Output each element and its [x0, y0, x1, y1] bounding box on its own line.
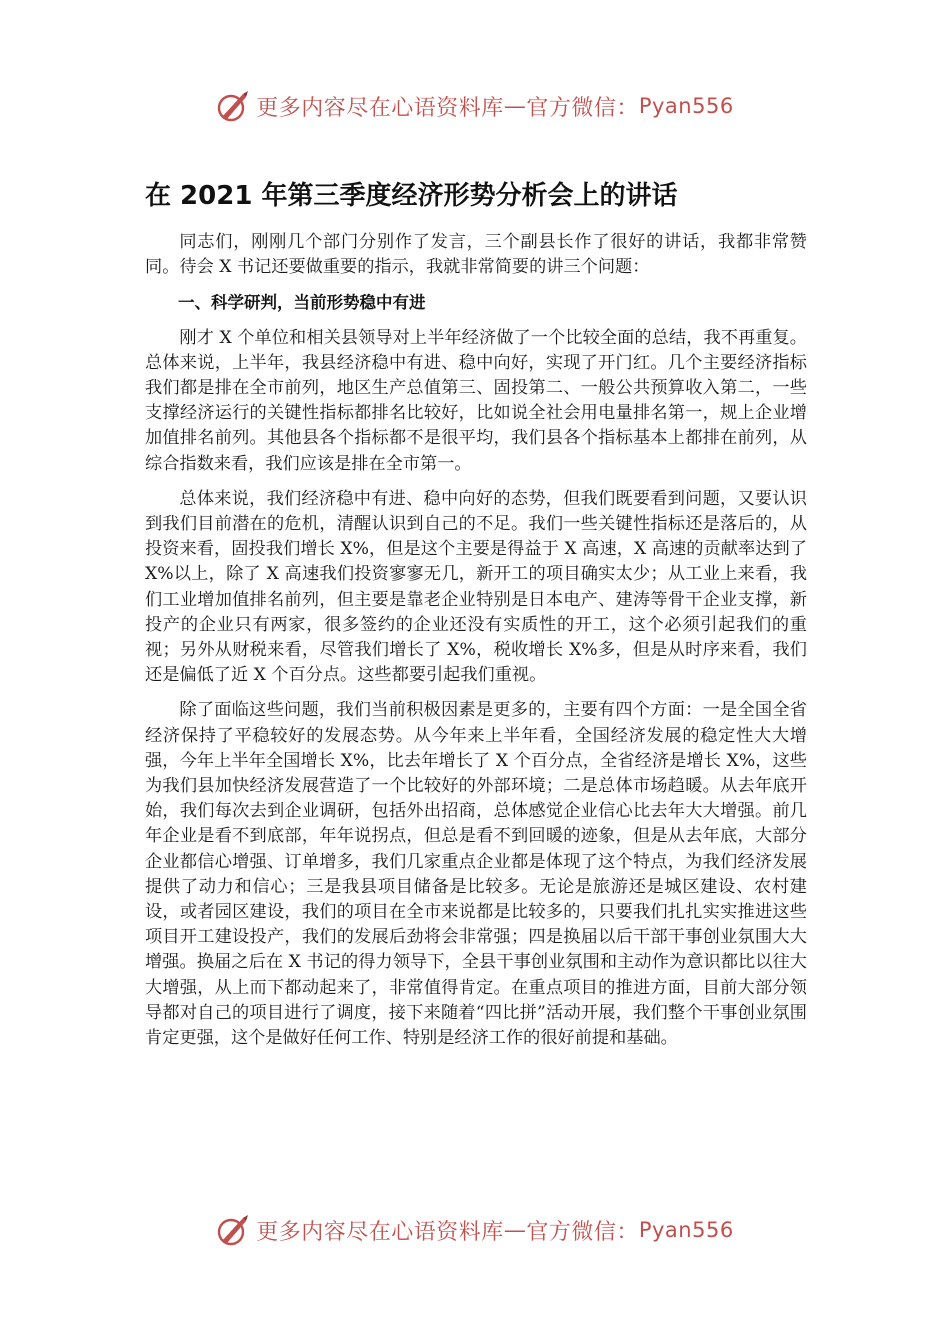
- watermark-wechat-label: 官方微信：: [526, 95, 639, 121]
- watermark-text: 更多内容尽在心语资料库: [256, 1219, 504, 1245]
- watermark-wechat-id: Pyan556: [638, 1218, 734, 1242]
- document-title: 在 2021 年第三季度经济形势分析会上的讲话: [145, 181, 678, 211]
- watermark-wechat-id: Pyan556: [638, 94, 734, 118]
- intro-paragraph: 同志们，刚刚几个部门分别作了发言，三个副县长作了很好的讲话，我都非常赞同。待会 X 书记还要做重要的指示，我就非常简要的讲三个问题：: [145, 232, 807, 278]
- watermark-separator: —: [503, 1217, 527, 1243]
- body-paragraph-2: 总体来说，我们经济稳中有进、稳中向好的态势，但我们既要看到问题，又要认识到我们目前潜在的危机，清醒认识到自己的不足。我们一些关键性指标还是落后的，从投资来看，固投我们增长 X%，但是这个主要是得益于 X 高速，X 高速的贡献率达到了 X%以上，除了 X 高速我们投资寥寥无几，新开工的项目确实太少；从工业上来看，我们工业增加值排名前列，但主要是靠老企业特别是日本电产、建涛等骨干企业支撑，新投产的企业只有两家，很多签约的企业还没有实质性的开工，这个必须引起我们的重视；另外从财税来看，尽管我们增长了 X%，税收增长 X%多，但是从时序来看，我们还是偏低了近 X 个百分点。这些都要引起我们重视。: [145, 488, 807, 686]
- body-paragraph-3: 除了面临这些问题，我们当前积极因素是更多的，主要有四个方面：一是全国全省经济保持了平稳较好的发展态势。从今年来上半年看，全国经济发展的稳定性大大增强，今年上半年全国增长 X%，比去年增长了 X 个百分点，全省经济是增长 X%，这些为我们县加快经济发展营造了一个比较好的外部环境；二是总体市场趋暖。从去年底开始，我们每次去到企业调研，包括外出招商，总体感觉企业信心比去年大大增强。前几年企业是看不到底部，年年说拐点，但总是看不到回暖的迹象，但是从去年底，大部分企业都信心增强、订单增多，我们几家重点企业都是体现了这个特点，为我们经济发展提供了动力和信心；三是我县项目储备是比较多。无论是旅游还是城区建设、农村建设，或者园区建设，我们的项目在全市来说都是比较多的，只要我们扎扎实实推进这些项目开工建设投产，我们的发展后劲将会非常强；四是换届以后干部干事创业氛围大大增强。换届之后在 X 书记的得力领导下，全县干事创业氛围和主动作为意识都比以往大大增强，从上而下都动起来了，非常值得肯定。在重点项目的推进方面，目前大部分领导都对自己的项目进行了调度，接下来随着“四比拼”活动开展，我们整个干事创业氛围肯定更强，这个是做好任何工作、特别是经济工作的很好前提和基础。: [145, 700, 807, 1049]
- section-heading: 一、科学研判，当前形势稳中有进: [178, 293, 426, 313]
- watermark-text: 更多内容尽在心语资料库: [256, 95, 504, 121]
- quill-pen-icon: [216, 1213, 250, 1247]
- body-paragraph-1: 刚才 X 个单位和相关县领导对上半年经济做了一个比较全面的总结，我不再重复。总体来说，上半年，我县经济稳中有进、稳中向好，实现了开门红。几个主要经济指标我们都是排在全市前列，地区生产总值第三、固投第二、一般公共预算收入第二，一些支撑经济运行的关键性指标都排名比较好，比如说全社会用电量排名第一，规上企业增加值排名前列。其他县各个指标都不是很平均，我们县各个指标基本上都排在前列，从综合指数来看，我们应该是排在全市第一。: [145, 327, 807, 474]
- watermark-separator: —: [503, 93, 527, 119]
- quill-pen-icon: [216, 89, 250, 123]
- header-watermark: [0, 86, 950, 126]
- footer-watermark: [0, 1210, 950, 1250]
- watermark-wechat-label: 官方微信：: [526, 1219, 639, 1245]
- document-body: [145, 230, 807, 1061]
